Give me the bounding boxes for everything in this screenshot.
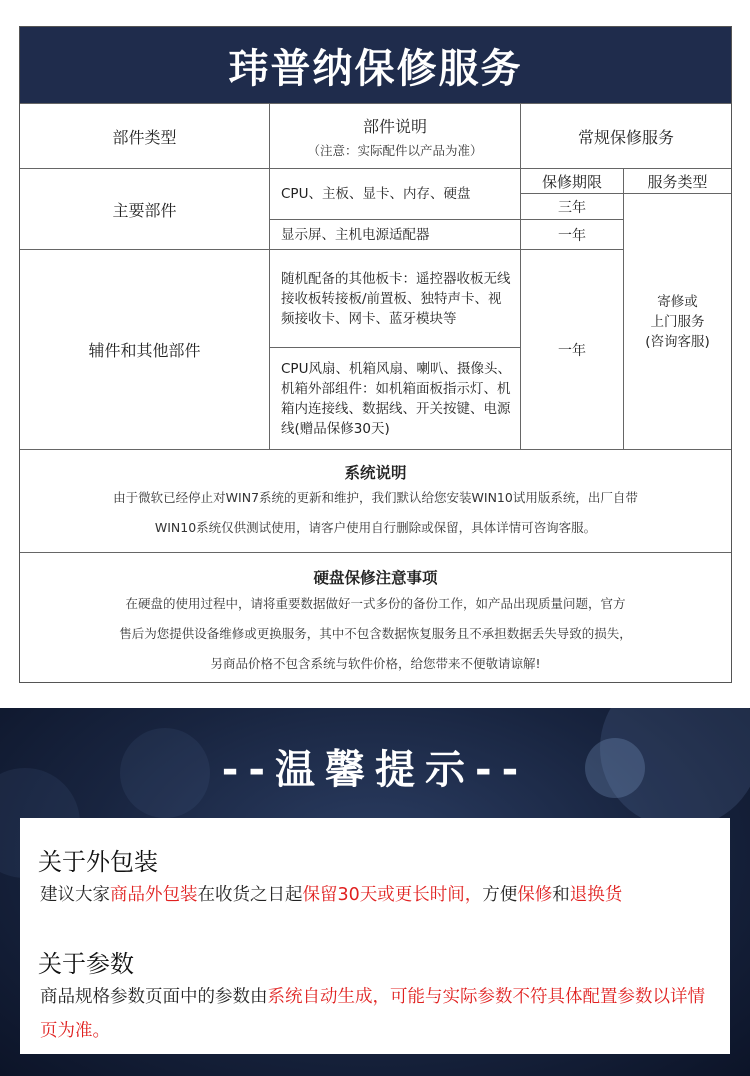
tips-card [20, 818, 730, 1054]
warranty-title: 玮普纳保修服务 [20, 27, 731, 103]
main-parts-desc-2: 显示屏、主机电源适配器 [281, 226, 430, 243]
text-highlight: 保修 [517, 885, 553, 905]
service-type-line: (咨询客服) [645, 333, 710, 350]
part-desc-note: （注意：实际配件以产品为准） [307, 142, 483, 158]
aux-parts-label: 辅件和其他部件 [88, 341, 201, 360]
text-highlight: 退换货 [569, 885, 623, 905]
system-title: 系统说明 [344, 464, 407, 482]
disk-line: 售后为您提供设备维修或更换服务，其中不包含数据恢复服务且不承担数据丢失导致的损失， [119, 626, 632, 641]
text-part: 商品规格参数页面中的参数由 [40, 987, 268, 1007]
tips-title: --温馨提示-- [221, 747, 529, 793]
text-highlight: 商品外包装 [110, 885, 198, 905]
main-parts-label: 主要部件 [112, 200, 177, 220]
text-highlight: 保留30天或更长时间， [302, 885, 483, 905]
text-part: 在收货之日起 [197, 885, 303, 905]
main-period-2: 一年 [558, 227, 586, 244]
text-highlight: 系统自动生成，可能与实际参数不符具体配置参数以详情页为准。 [40, 987, 705, 1041]
service-type-line: 上门服务 [650, 313, 705, 330]
divider [20, 552, 731, 553]
service-type-line: 寄修或 [657, 293, 698, 310]
system-line: 由于微软已经停止对WIN7系统的更新和维护，我们默认给您安装WIN10试用版系统，出厂自带 [113, 490, 638, 505]
aux-parts-desc-1: 随机配备的其他板卡：遥控器收板无线接收板转接板/前置板、独特声卡、视频接收卡、网卡、蓝牙模块等 [281, 270, 511, 327]
text-part: 和 [552, 885, 570, 905]
part-desc-label: 部件说明 [362, 116, 427, 136]
period-header: 保修期限 [541, 172, 602, 191]
col-header-service: 常规保修服务 [577, 127, 674, 147]
col-header-part-type: 部件类型 [112, 127, 177, 147]
main-period-1: 三年 [558, 199, 586, 216]
text-part: 建议大家 [40, 885, 110, 905]
disk-line: 在硬盘的使用过程中，请将重要数据做好一式多份的备份工作，如产品出现质量问题，官方 [125, 596, 626, 611]
text-part: 方便 [482, 885, 518, 905]
main-parts-desc-1: CPU、主板、显卡、内存、硬盘 [281, 186, 471, 202]
packaging-heading: 关于外包装 [38, 848, 158, 876]
disk-title: 硬盘保修注意事项 [313, 569, 438, 587]
warranty-table [19, 26, 732, 683]
service-type-value [624, 194, 731, 449]
disk-line: 另商品价格不包含系统与软件价格，给您带来不便敬请谅解! [210, 656, 541, 671]
aux-period: 一年 [558, 342, 586, 359]
packaging-text [40, 878, 720, 912]
params-text [40, 980, 720, 1048]
tips-banner [0, 708, 750, 1076]
params-heading: 关于参数 [38, 950, 134, 978]
divider [20, 449, 731, 450]
aux-parts-desc-2: CPU风扇、机箱风扇、喇叭、摄像头、机箱外部组件：如机箱面板指示灯、机箱内连接线、数据线、开关按键、电源线(赠品保修30天) [281, 360, 511, 437]
service-type-header: 服务类型 [647, 172, 708, 191]
system-line: WIN10系统仅供测试使用，请客户使用自行删除或保留，具体详情可咨询客服。 [154, 520, 597, 535]
col-header-part-desc [270, 104, 520, 168]
